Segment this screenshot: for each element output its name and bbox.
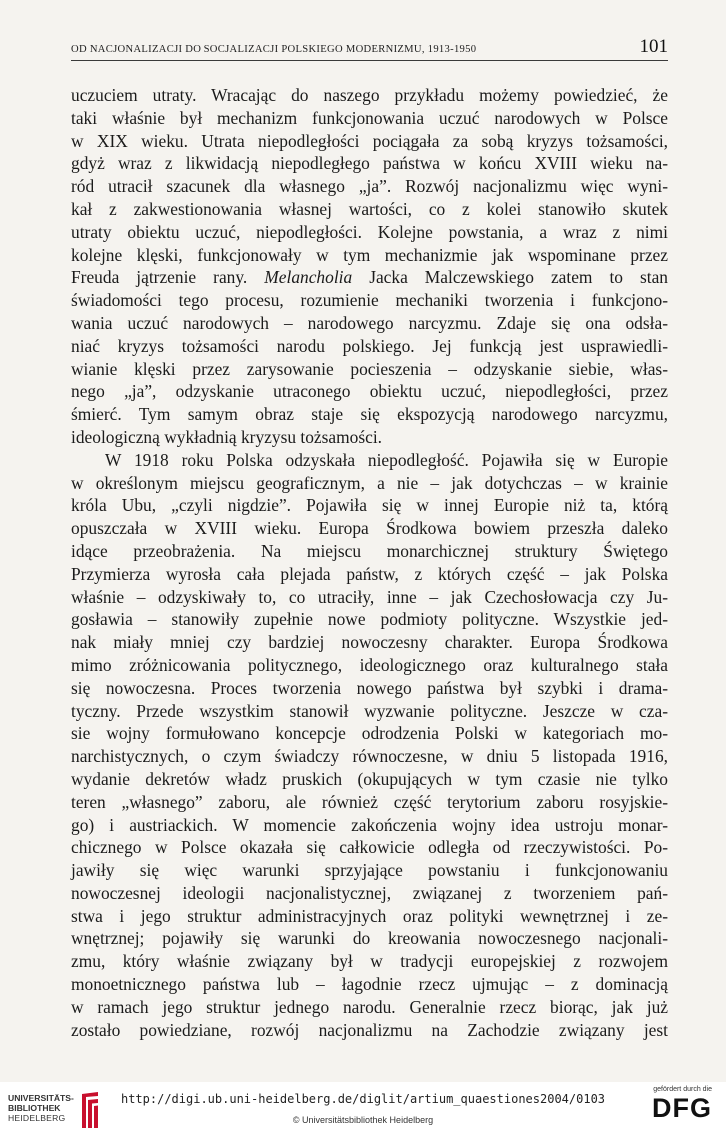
text-line: króla Ubu, „czyli nigdzie”. Pojawiła się w innej Europie niż ta, którą <box>71 495 668 516</box>
text-line: właśnie – odzyskiwały to, co utraciły, inne – jak Czechosłowacja czy Ju- <box>71 586 668 607</box>
university-line-2: BIBLIOTHEK <box>8 1103 61 1113</box>
text-line: w określonym miejscu geograficznym, a nie – jak dotychczas – w krainie <box>71 472 668 493</box>
dfg-wordmark: DFG <box>652 1093 712 1123</box>
text-line: ród utracił szacunek dla własnego „ja”. Rozwój nacjonalizmu więc wyni- <box>71 176 668 197</box>
dfg-funding-note: gefördert durch die <box>653 1086 712 1093</box>
university-line-3: HEIDELBERG <box>8 1113 66 1123</box>
source-url-link[interactable]: http://digi.ub.uni-heidelberg.de/diglit/artium_quaestiones2004/0103 <box>120 1092 606 1106</box>
text-line: kolejne klęski, funkcjonowały w tym mechanizmie jak wspominane przez <box>71 244 668 265</box>
text-line: śmierć. Tym samym obraz staje się ekspozycją narodowego narcyzmu, <box>71 404 668 425</box>
text-fragment: Freuda jątrzenie rany. <box>71 267 265 288</box>
text-line: gdyż wraz z likwidacją niepodległego państwa w końcu XVIII wieku na- <box>71 153 668 174</box>
text-line: wydanie dekretów władz pruskich (okupujących w tym czasie nie tylko <box>71 768 668 789</box>
text-line: w ramach jego struktur jednego narodu. Generalnie rzecz biorąc, jak już <box>71 996 668 1017</box>
dfg-logo[interactable] <box>638 1086 712 1130</box>
text-fragment: Jacka Malczewskiego zatem to stan <box>352 267 669 288</box>
text-line: wnętrznej; pojawiły się warunki do kreowania nowoczesnego nacjonali- <box>71 928 668 949</box>
text-line: opuszczała w XVIII wieku. Europa Środkowa bowiem przeszła daleko <box>71 518 668 539</box>
text-line: się nowoczesna. Proces tworzenia nowego państwa był szybki i drama- <box>71 677 668 698</box>
text-line: chicznego w Polsce okazała się całkowicie odległa od rzeczywistości. Po- <box>71 837 668 858</box>
text-line: teren „własnego” zaboru, ale również część terytorium zaboru rosyjskie- <box>71 791 668 812</box>
copyright-notice: © Universitätsbibliothek Heidelberg <box>292 1115 434 1125</box>
text-line: w XIX wieku. Utrata niepodległości pociągała za sobą kryzys tożsamości, <box>71 130 668 151</box>
text-line: kał z zakwestionowania własnej wartości, co z kolei stanowiło skutek <box>71 198 668 219</box>
text-line: zostało powiedziane, rozwój nacjonalizmu na Zachodzie związany jest <box>71 1019 668 1040</box>
text-line: utraty obiektu uczuć, niepodległości. Kolejne powstania, a wraz z nimi <box>71 221 668 242</box>
text-line: wania uczuć narodowych – narodowego narcyzmu. Zdaje się ona odsła- <box>71 312 668 333</box>
text-line: mimo zróżnicowania politycznego, ideologicznego oraz kulturalnego stała <box>71 654 668 675</box>
text-line: ideologiczną wykładnią kryzysu tożsamości. <box>71 426 383 447</box>
body-text <box>71 84 668 1041</box>
running-title: OD NACJONALIZACJI DO SOCJALIZACJI POLSKIEGO MODERNIZMU, 1913-1950 <box>71 44 477 55</box>
page-number: 101 <box>639 36 668 57</box>
text-line: gosławia – stanowiły zupełnie nowe podmioty polityczne. Wszystkie jed- <box>71 609 668 630</box>
text-line: Przymierza wyrosła cała plejada państw, z których część – jak Polska <box>71 563 668 584</box>
text-line: taki właśnie był mechanizm funkcjonowania uczuć narodowych w Polsce <box>71 107 668 128</box>
text-line: sie wojny formułowano koncepcje odrodzenia Polski w kategoriach mo- <box>71 723 668 744</box>
text-line: idące przeobrażenia. Na miejscu monarchicznej struktury Świętego <box>71 540 668 561</box>
university-line-1: UNIVERSITÄTS- <box>8 1093 74 1103</box>
text-line: monoetnicznego państwa lub – łagodnie rzecz ujmując – z dominacją <box>71 974 668 995</box>
text-line: świadomości tego procesu, rozumienie mechaniki tworzenia i funkcjono- <box>71 290 668 311</box>
digitization-footer <box>0 1082 726 1134</box>
text-line: narchistycznych, o czym świadczy równoczesne, w dniu 5 listopada 1916, <box>71 746 668 767</box>
text-line: stwa i jego struktur administracyjnych oraz polityki wewnętrznej i ze- <box>71 905 668 926</box>
artwork-title: Melancholia <box>264 267 353 288</box>
text-line <box>71 266 668 289</box>
text-line: nego „ja”, odzyskanie utraconego obiektu uczuć, niepodległości, przez <box>71 381 668 402</box>
text-line: uczuciem utraty. Wracając do naszego przykładu możemy powiedzieć, że <box>71 85 668 105</box>
text-line: zmu, który właśnie związany był w tradycji europejskiej z rozwojem <box>71 951 668 972</box>
text-line: nak miały mniej czy bardziej nowoczesny charakter. Europa Środkowa <box>71 632 668 653</box>
text-line: go) i austriackich. W momencie zakończenia wojny idea ustroju monar- <box>71 814 668 835</box>
text-line: W 1918 roku Polska odzyskała niepodległość. Pojawiła się w Europie <box>105 449 668 470</box>
text-line: jawiły się więc warunki sprzyjające powstaniu i funkcjonowaniu <box>71 860 668 881</box>
text-line: nowoczesnej ideologii nacjonalistycznej, związanej z tworzeniem pań- <box>71 882 668 903</box>
text-line: tyczny. Przede wszystkim stanowił wyzwanie polityczne. Jeszcze w cza- <box>71 700 668 721</box>
text-line: niać kryzys tożsamości narodu polskiego. Jej funkcją jest usprawiedli- <box>71 335 668 356</box>
running-head <box>71 36 668 61</box>
text-line: wianie klęski przez zarysowanie pocieszenia – odzyskanie siebie, włas- <box>71 358 668 379</box>
